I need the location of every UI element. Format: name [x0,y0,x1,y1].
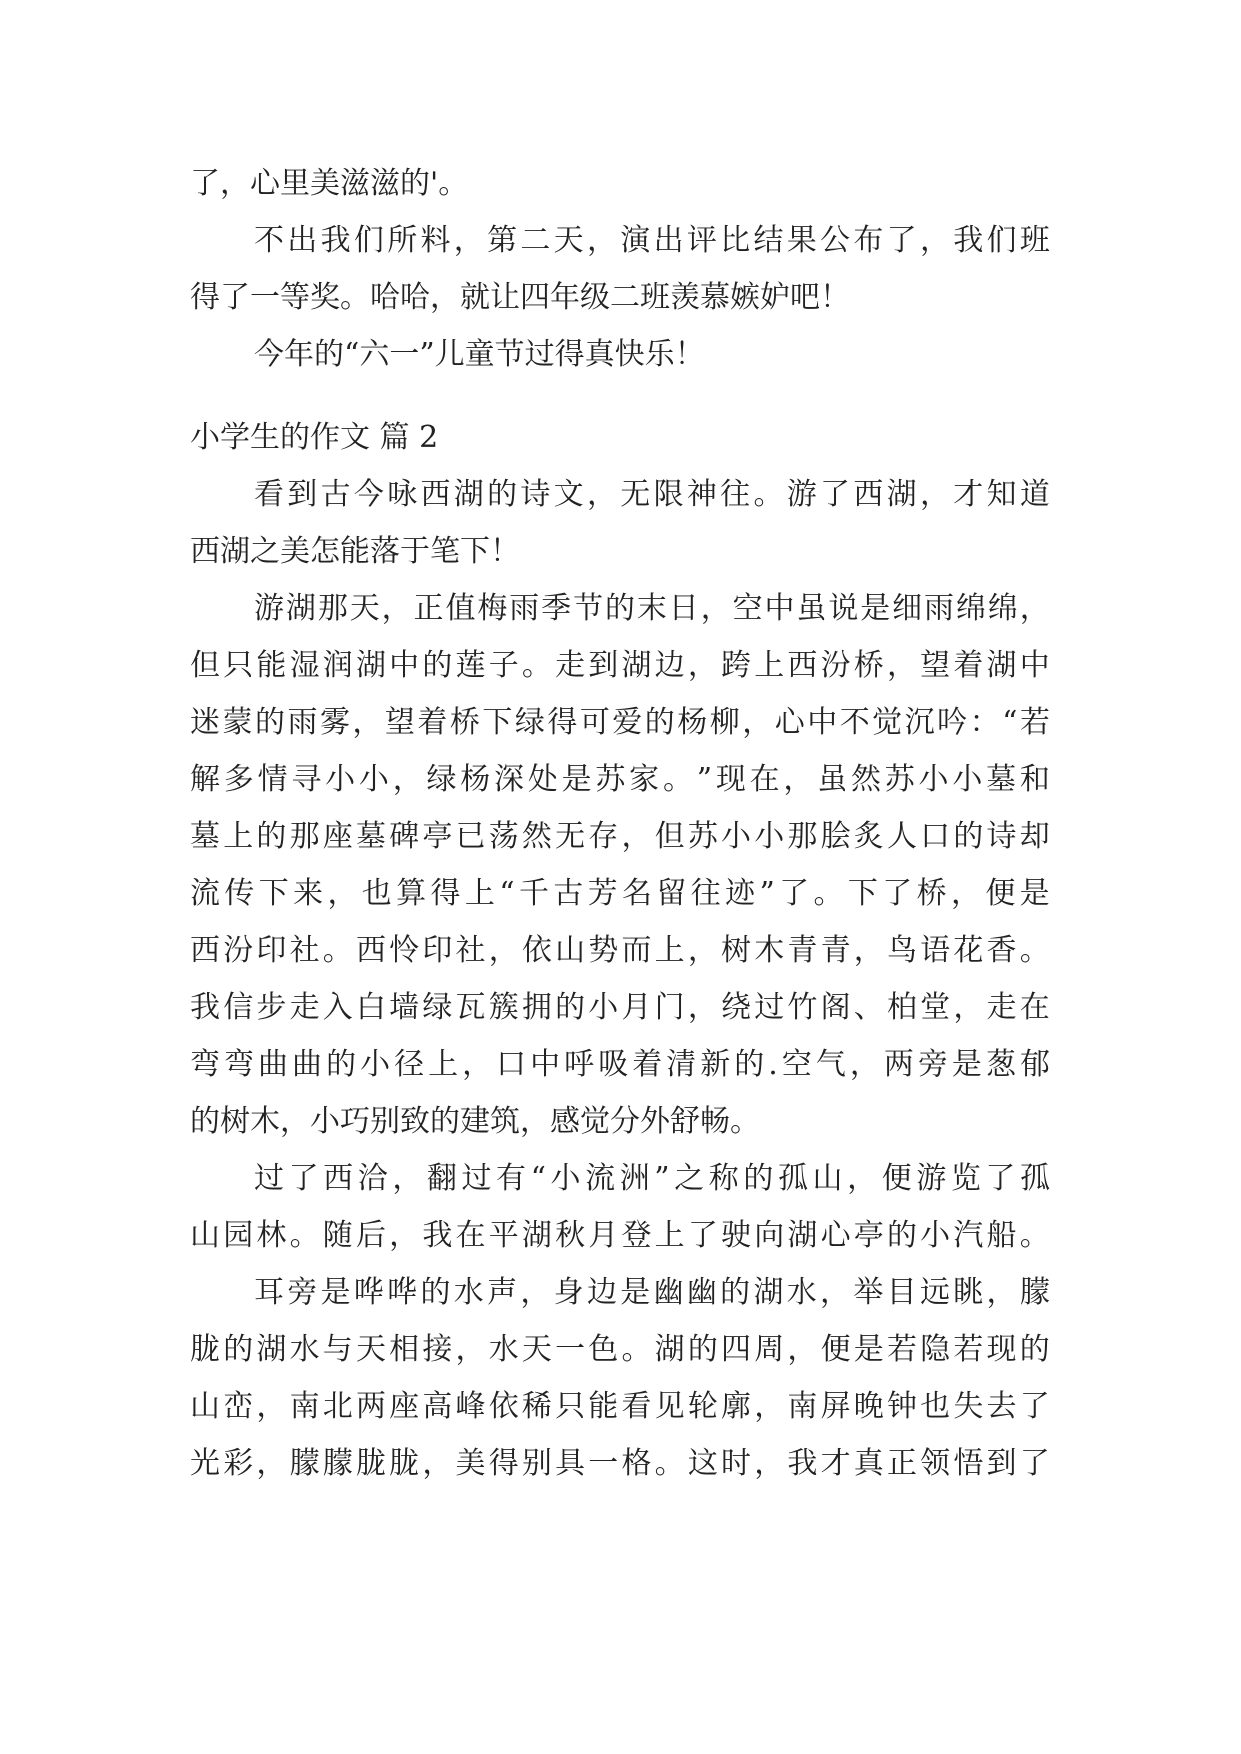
text-line: 山 峦 ， 南 北 两 座 高 峰 依 稀 只 能 看 见 轮 廓 ， 南 屏 晚 钟 也 失 去 了 [190,1389,1050,1424]
text-line: 光 彩 ， 朦 朦 胧 胧 ， 美 得 别 具 一 格 。 这 时 ， 我 才 真 正 领 悟 到 了 [190,1446,1050,1481]
text-line: 的树木，小巧别致的建筑，感觉分外舒畅。 [190,1104,760,1139]
text-line: 了，心里美滋滋的'。 [190,166,469,201]
essay-body [190,466,1050,1492]
text-line: 解 多 情 寻 小 小 ， 绿 杨 深 处 是 苏 家 。 ” 现 在 ， 虽 然 苏 小 小 墓 和 [190,762,1050,797]
text-line: 流 传 下 来 ， 也 算 得 上 “ 千 古 芳 名 留 往 迹 ” 了 。 下 了 桥 ， 便 是 [190,876,1050,911]
previous-essay-ending [190,155,1050,383]
text-line: 弯 弯 曲 曲 的 小 径 上 ， 口 中 呼 吸 着 清 新 的 . 空 气 ， 两 旁 是 葱 郁 [190,1047,1050,1082]
text-line: 我 信 步 走 入 白 墙 绿 瓦 簇 拥 的 小 月 门 ， 绕 过 竹 阁 、 柏 堂 ， 走 在 [190,990,1050,1025]
text-line: 西湖之美怎能落于笔下！ [190,534,520,569]
text-line: 西 汾 印 社 。 西 怜 印 社 ， 依 山 势 而 上 ， 树 木 青 青 ， 鸟 语 花 香 。 [190,933,1050,968]
section-gap [190,383,1050,409]
text-line: 但 只 能 湿 润 湖 中 的 莲 子 。 走 到 湖 边 ， 跨 上 西 汾 桥 ， 望 着 湖 中 [190,648,1050,683]
text-line: 过 了 西 洽 ， 翻 过 有 “ 小 流 洲 ” 之 称 的 孤 山 ， 便 游 览 了 孤 [254,1161,1050,1196]
text-line: 山 园 林 。 随 后 ， 我 在 平 湖 秋 月 登 上 了 驶 向 湖 心 亭 的 小 汽 船 。 [190,1218,1050,1253]
text-line: 今年的“六一”儿童节过得真快乐！ [254,337,705,372]
text-line: 胧 的 湖 水 与 天 相 接 ， 水 天 一 色 。 湖 的 四 周 ， 便 是 若 隐 若 现 的 [190,1332,1050,1367]
text-line: 看 到 古 今 咏 西 湖 的 诗 文 ， 无 限 神 往 。 游 了 西 湖 ， 才 知 道 [254,477,1050,512]
text-line: 迷 蒙 的 雨 雾 ， 望 着 桥 下 绿 得 可 爱 的 杨 柳 ， 心 中 不 觉 沉 吟 ： “ 若 [190,705,1050,740]
text-line: 游 湖 那 天 ， 正 值 梅 雨 季 节 的 末 日 ， 空 中 虽 说 是 细 雨 绵 绵 ， [254,591,1050,626]
essay-heading: 小学生的作文 篇 2 [190,420,439,455]
text-line: 不 出 我 们 所 料 ， 第 二 天 ， 演 出 评 比 结 果 公 布 了 ， 我 们 班 [254,223,1050,258]
document-body [190,155,1050,1492]
text-line: 墓 上 的 那 座 墓 碑 亭 已 荡 然 无 存 ， 但 苏 小 小 那 脍 炙 人 口 的 诗 却 [190,819,1050,854]
text-line: 耳 旁 是 哗 哗 的 水 声 ， 身 边 是 幽 幽 的 湖 水 ， 举 目 远 眺 ， 朦 [254,1275,1050,1310]
text-line: 得了一等奖。哈哈，就让四年级二班羡慕嫉妒吧！ [190,280,850,315]
